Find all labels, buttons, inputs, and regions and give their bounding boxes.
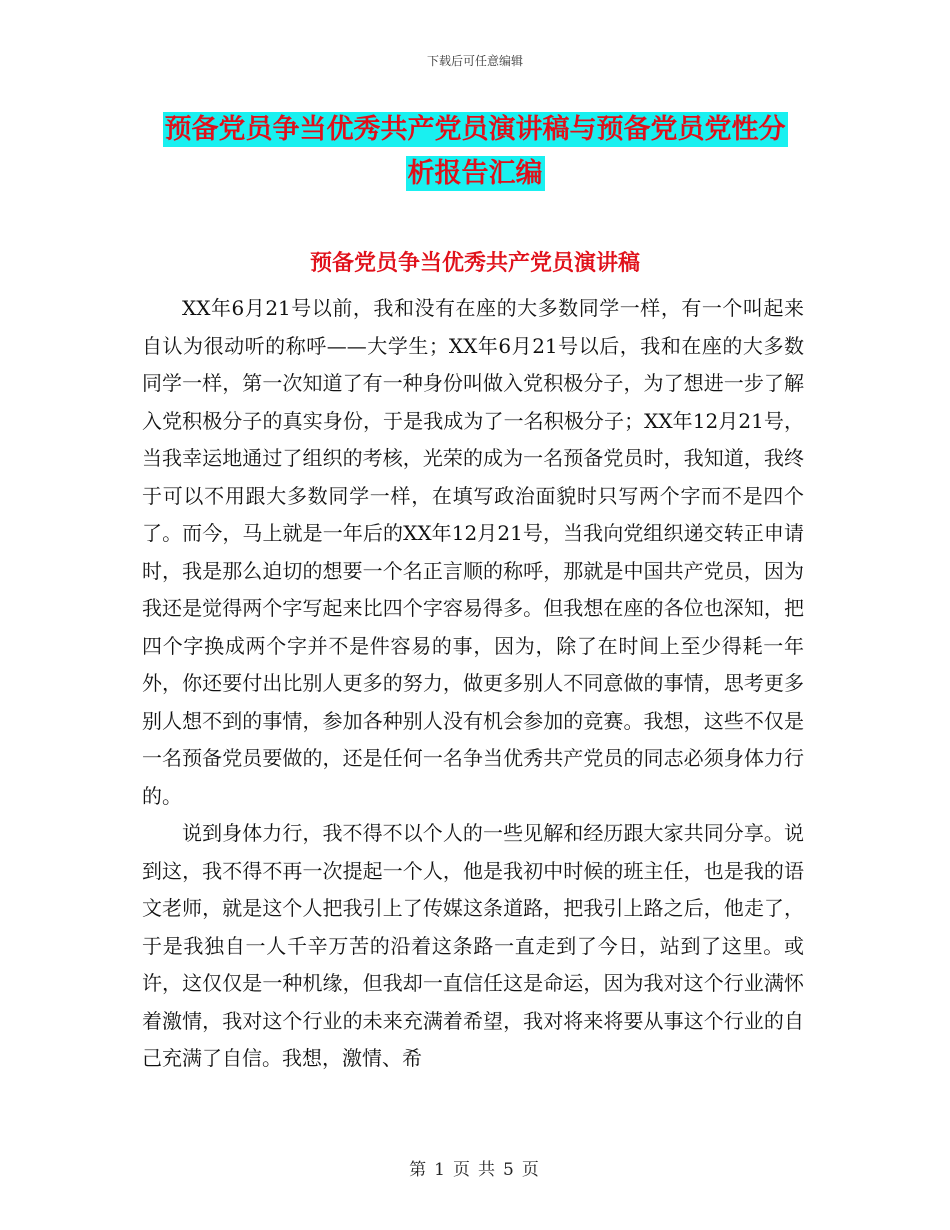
section-title: 预备党员争当优秀共产党员演讲稿 [309,251,640,276]
page-footer [0,1155,950,1180]
document-title-line-1: 预备党员争当优秀共产党员演讲稿与预备党员党性分 [164,114,786,145]
page-label: 第 [409,1160,429,1180]
document-title [140,108,810,196]
page-unit-label: 页 [453,1160,472,1180]
total-unit-label: 页 [521,1160,541,1180]
current-page-number: 1 [434,1160,447,1180]
paragraph: 说到身体力行，我不得不以个人的一些见解和经历跟大家共同分享。说到这，我不得不再一次提起一个人，他是我初中时候的班主任，也是我的语 文老师，就是这个人把我引上了传媒这条道路，把我引上路之后，他走了，于是我独自一人千辛万苦的沿着这条路一直走到了今日，站到了这里。或许，这仅仅是一种机缘，但我却一直信任这是命运，因为我对这个行业满怀着激情，我对这个行业的未来充满着希望，我对将来将要从事这个行业的自己充满了自信。我想，激情、希 [142,821,804,1070]
total-pages-number: 5 [503,1160,516,1180]
body-text [142,290,804,1078]
paragraph: XX年6月21号以前，我和没有在座的大多数同学一样，有一个叫起来自认为很动听的称呼——大学生；XX年6月21号以后，我和在座的大多数同学一样，第一次知道了有一种身份叫做入党积极分子，为了想进一步了解入党积极分子的真实身份，于是我成为了一名积极分子；XX年12月21号，当我幸运地通过了组织的考核，光荣的成为一名预备党员时，我知道，我终于可以不用跟大多数同学一样，在填写政治面貌时只写两个字而不是四个了。而今，马上就是一年后的XX年12月21号，当我向党组织递交转正申请时，我是那么迫切的想要一个名正言顺的称呼，那就是中国共产党员，因为我还是觉得两个字写起来比四个字容易得多。但我想在座的各位也深知，把四个字换成两个字并不是件容易的事，因为，除了在时间上至少得耗一年外，你还要付出比别人更多的努力，做更多别人不同意做的事情，思考更多别人想不到的事情，参加各种别人没有机会参加的竞赛。我想，这些不仅是一名预备党员要做的，还是任何一名争当优秀共产党员的同志必须身体力行的。 [142,296,804,808]
total-label: 共 [478,1160,497,1180]
document-title-line-2: 析报告汇编 [407,158,543,189]
header-note: 下载后可任意编辑 [426,54,523,68]
